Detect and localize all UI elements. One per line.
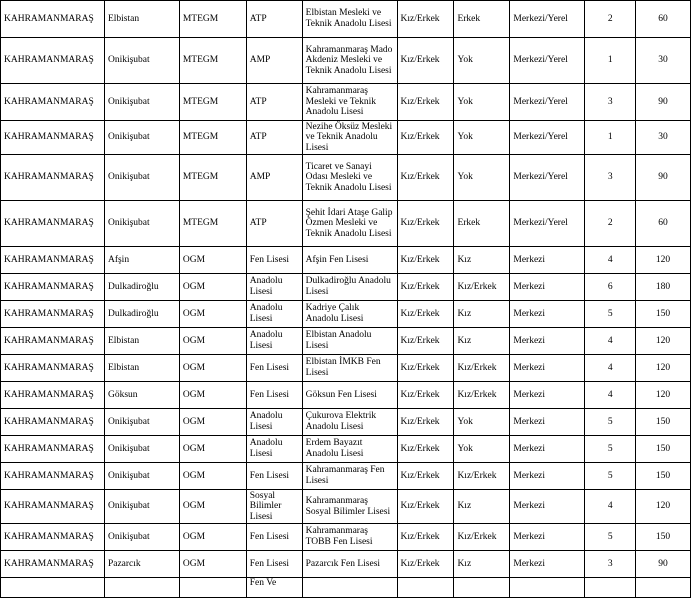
placement-cell: Merkezi — [510, 490, 585, 524]
table-row — [1, 1, 691, 38]
program-cell: Fen Lisesi — [246, 355, 302, 382]
table-row — [1, 201, 691, 247]
district-cell: Pazarcık — [104, 551, 179, 578]
program-cell: ATP — [246, 84, 302, 121]
placement-cell: Merkezi — [510, 409, 585, 436]
district-cell — [104, 578, 179, 598]
table-row — [1, 155, 691, 201]
district-cell: Onikişubat — [104, 155, 179, 201]
directorate-cell: MTEGM — [179, 38, 246, 84]
boarding-cell: Yok — [454, 155, 510, 201]
district-cell: Dulkadiroğlu — [104, 301, 179, 328]
boarding-cell: Kız — [454, 551, 510, 578]
coed-cell — [397, 578, 454, 598]
placement-cell: Merkezi/Yerel — [510, 84, 585, 121]
boarding-cell: Kız/Erkek — [454, 524, 510, 551]
school-name-cell: Kahramanmaraş Mado Akdeniz Mesleki ve Teknik Anadolu Lisesi — [302, 38, 397, 84]
boarding-cell: Yok — [454, 409, 510, 436]
city-cell: KAHRAMANMARAŞ — [1, 155, 105, 201]
city-cell: KAHRAMANMARAŞ — [1, 84, 105, 121]
class-count-cell: 4 — [585, 328, 636, 355]
directorate-cell: MTEGM — [179, 121, 246, 155]
boarding-cell: Kız/Erkek — [454, 382, 510, 409]
quota-cell: 120 — [636, 328, 691, 355]
city-cell: KAHRAMANMARAŞ — [1, 247, 105, 274]
program-cell: Fen Ve — [246, 578, 302, 598]
coed-cell: Kız/Erkek — [397, 84, 454, 121]
school-name-cell: Nezihe Öksüz Mesleki ve Teknik Anadolu Lisesi — [302, 121, 397, 155]
class-count-cell: 3 — [585, 551, 636, 578]
school-name-cell: Pazarcık Fen Lisesi — [302, 551, 397, 578]
district-cell: Onikişubat — [104, 463, 179, 490]
placement-cell: Merkezi — [510, 301, 585, 328]
district-cell: Onikişubat — [104, 524, 179, 551]
class-count-cell: 5 — [585, 409, 636, 436]
city-cell: KAHRAMANMARAŞ — [1, 1, 105, 38]
class-count-cell: 4 — [585, 490, 636, 524]
district-cell: Dulkadiroğlu — [104, 274, 179, 301]
directorate-cell: OGM — [179, 382, 246, 409]
program-cell: AMP — [246, 155, 302, 201]
table-row — [1, 355, 691, 382]
class-count-cell: 1 — [585, 38, 636, 84]
placement-cell: Merkezi/Yerel — [510, 121, 585, 155]
table-row — [1, 490, 691, 524]
placement-cell: Merkezi/Yerel — [510, 38, 585, 84]
placement-cell: Merkezi — [510, 328, 585, 355]
class-count-cell: 5 — [585, 301, 636, 328]
boarding-cell: Kız/Erkek — [454, 463, 510, 490]
directorate-cell: MTEGM — [179, 1, 246, 38]
coed-cell: Kız/Erkek — [397, 121, 454, 155]
program-cell: AMP — [246, 38, 302, 84]
table-row — [1, 328, 691, 355]
class-count-cell: 3 — [585, 84, 636, 121]
class-count-cell: 5 — [585, 463, 636, 490]
school-name-cell: Çukurova Elektrik Anadolu Lisesi — [302, 409, 397, 436]
city-cell: KAHRAMANMARAŞ — [1, 355, 105, 382]
directorate-cell: OGM — [179, 490, 246, 524]
quota-cell: 150 — [636, 409, 691, 436]
boarding-cell: Yok — [454, 436, 510, 463]
directorate-cell: MTEGM — [179, 155, 246, 201]
school-name-cell: Ticaret ve Sanayi Odası Mesleki ve Teknik Anadolu Lisesi — [302, 155, 397, 201]
district-cell: Elbistan — [104, 1, 179, 38]
district-cell: Onikişubat — [104, 38, 179, 84]
coed-cell: Kız/Erkek — [397, 301, 454, 328]
coed-cell: Kız/Erkek — [397, 274, 454, 301]
coed-cell: Kız/Erkek — [397, 463, 454, 490]
district-cell: Onikişubat — [104, 490, 179, 524]
placement-cell: Merkezi/Yerel — [510, 1, 585, 38]
city-cell — [1, 578, 105, 598]
program-cell: Fen Lisesi — [246, 382, 302, 409]
quota-cell: 120 — [636, 382, 691, 409]
quota-cell: 120 — [636, 247, 691, 274]
coed-cell: Kız/Erkek — [397, 355, 454, 382]
class-count-cell: 4 — [585, 382, 636, 409]
table-row — [1, 524, 691, 551]
quota-cell: 150 — [636, 436, 691, 463]
program-cell: Anadolu Lisesi — [246, 436, 302, 463]
district-cell: Onikişubat — [104, 121, 179, 155]
district-cell: Onikişubat — [104, 409, 179, 436]
program-cell: Anadolu Lisesi — [246, 409, 302, 436]
city-cell: KAHRAMANMARAŞ — [1, 328, 105, 355]
directorate-cell: OGM — [179, 355, 246, 382]
district-cell: Elbistan — [104, 328, 179, 355]
program-cell: ATP — [246, 201, 302, 247]
program-cell: Fen Lisesi — [246, 551, 302, 578]
school-name-cell: Kahramanmaraş TOBB Fen Lisesi — [302, 524, 397, 551]
placement-cell: Merkezi/Yerel — [510, 201, 585, 247]
program-cell: ATP — [246, 1, 302, 38]
program-cell: Anadolu Lisesi — [246, 274, 302, 301]
quota-cell: 120 — [636, 490, 691, 524]
school-name-cell: Dulkadiroğlu Anadolu Lisesi — [302, 274, 397, 301]
district-cell: Onikişubat — [104, 84, 179, 121]
city-cell: KAHRAMANMARAŞ — [1, 38, 105, 84]
quota-cell — [636, 578, 691, 598]
placement-cell: Merkezi — [510, 524, 585, 551]
class-count-cell: 5 — [585, 436, 636, 463]
district-cell: Onikişubat — [104, 201, 179, 247]
school-name-cell: Afşin Fen Lisesi — [302, 247, 397, 274]
city-cell: KAHRAMANMARAŞ — [1, 201, 105, 247]
boarding-cell: Yok — [454, 38, 510, 84]
directorate-cell: OGM — [179, 524, 246, 551]
school-name-cell: Kahramanmaraş Fen Lisesi — [302, 463, 397, 490]
quota-cell: 30 — [636, 38, 691, 84]
quota-cell: 150 — [636, 301, 691, 328]
directorate-cell: OGM — [179, 463, 246, 490]
quota-cell: 150 — [636, 463, 691, 490]
table-row — [1, 578, 691, 598]
quota-cell: 150 — [636, 524, 691, 551]
program-cell: Fen Lisesi — [246, 247, 302, 274]
directorate-cell: OGM — [179, 274, 246, 301]
city-cell: KAHRAMANMARAŞ — [1, 409, 105, 436]
city-cell: KAHRAMANMARAŞ — [1, 301, 105, 328]
class-count-cell: 1 — [585, 121, 636, 155]
table-row — [1, 301, 691, 328]
program-cell: Sosyal Bilimler Lisesi — [246, 490, 302, 524]
quota-cell: 90 — [636, 551, 691, 578]
program-cell: ATP — [246, 121, 302, 155]
coed-cell: Kız/Erkek — [397, 382, 454, 409]
placement-cell: Merkezi — [510, 274, 585, 301]
boarding-cell — [454, 578, 510, 598]
placement-cell: Merkezi — [510, 551, 585, 578]
city-cell: KAHRAMANMARAŞ — [1, 382, 105, 409]
school-name-cell: Elbistan İMKB Fen Lisesi — [302, 355, 397, 382]
table-row — [1, 382, 691, 409]
coed-cell: Kız/Erkek — [397, 524, 454, 551]
quota-cell: 120 — [636, 355, 691, 382]
coed-cell: Kız/Erkek — [397, 490, 454, 524]
table-row — [1, 247, 691, 274]
city-cell: KAHRAMANMARAŞ — [1, 463, 105, 490]
city-cell: KAHRAMANMARAŞ — [1, 524, 105, 551]
quota-cell: 90 — [636, 155, 691, 201]
directorate-cell — [179, 578, 246, 598]
table-row — [1, 38, 691, 84]
boarding-cell: Kız — [454, 490, 510, 524]
coed-cell: Kız/Erkek — [397, 155, 454, 201]
program-cell: Fen Lisesi — [246, 463, 302, 490]
placement-cell: Merkezi — [510, 247, 585, 274]
quota-cell: 60 — [636, 1, 691, 38]
quota-cell: 60 — [636, 201, 691, 247]
placement-cell: Merkezi — [510, 355, 585, 382]
school-name-cell: Göksun Fen Lisesi — [302, 382, 397, 409]
directorate-cell: MTEGM — [179, 201, 246, 247]
directorate-cell: OGM — [179, 436, 246, 463]
class-count-cell: 3 — [585, 155, 636, 201]
boarding-cell: Erkek — [454, 1, 510, 38]
placement-cell: Merkezi — [510, 463, 585, 490]
table-row — [1, 121, 691, 155]
school-name-cell: Elbistan Mesleki ve Teknik Anadolu Lisesi — [302, 1, 397, 38]
directorate-cell: OGM — [179, 301, 246, 328]
boarding-cell: Kız/Erkek — [454, 274, 510, 301]
table-row — [1, 84, 691, 121]
class-count-cell: 6 — [585, 274, 636, 301]
boarding-cell: Kız/Erkek — [454, 355, 510, 382]
class-count-cell: 5 — [585, 524, 636, 551]
school-name-cell: Erdem Bayazıt Anadolu Lisesi — [302, 436, 397, 463]
table-row — [1, 463, 691, 490]
city-cell: KAHRAMANMARAŞ — [1, 490, 105, 524]
district-cell: Elbistan — [104, 355, 179, 382]
city-cell: KAHRAMANMARAŞ — [1, 551, 105, 578]
program-cell: Fen Lisesi — [246, 524, 302, 551]
directorate-cell: OGM — [179, 551, 246, 578]
boarding-cell: Kız — [454, 301, 510, 328]
boarding-cell: Erkek — [454, 201, 510, 247]
directorate-cell: OGM — [179, 409, 246, 436]
coed-cell: Kız/Erkek — [397, 551, 454, 578]
quota-cell: 30 — [636, 121, 691, 155]
school-name-cell: Kahramanmaraş Mesleki ve Teknik Anadolu Lisesi — [302, 84, 397, 121]
table-row — [1, 274, 691, 301]
coed-cell: Kız/Erkek — [397, 38, 454, 84]
directorate-cell: MTEGM — [179, 84, 246, 121]
table-row — [1, 436, 691, 463]
table-row — [1, 409, 691, 436]
boarding-cell: Yok — [454, 84, 510, 121]
district-cell: Göksun — [104, 382, 179, 409]
boarding-cell: Yok — [454, 121, 510, 155]
quota-cell: 90 — [636, 84, 691, 121]
coed-cell: Kız/Erkek — [397, 1, 454, 38]
placement-cell — [510, 578, 585, 598]
school-name-cell — [302, 578, 397, 598]
district-cell: Onikişubat — [104, 436, 179, 463]
class-count-cell: 4 — [585, 247, 636, 274]
coed-cell: Kız/Erkek — [397, 436, 454, 463]
class-count-cell: 2 — [585, 201, 636, 247]
quota-cell: 180 — [636, 274, 691, 301]
class-count-cell — [585, 578, 636, 598]
boarding-cell: Kız — [454, 247, 510, 274]
program-cell: Anadolu Lisesi — [246, 328, 302, 355]
table-row — [1, 551, 691, 578]
coed-cell: Kız/Erkek — [397, 409, 454, 436]
placement-cell: Merkezi — [510, 382, 585, 409]
school-name-cell: Elbistan Anadolu Lisesi — [302, 328, 397, 355]
placement-cell: Merkezi/Yerel — [510, 155, 585, 201]
city-cell: KAHRAMANMARAŞ — [1, 274, 105, 301]
school-name-cell: Kadriye Çalık Anadolu Lisesi — [302, 301, 397, 328]
directorate-cell: OGM — [179, 328, 246, 355]
coed-cell: Kız/Erkek — [397, 247, 454, 274]
placement-cell: Merkezi — [510, 436, 585, 463]
class-count-cell: 4 — [585, 355, 636, 382]
boarding-cell: Kız — [454, 328, 510, 355]
city-cell: KAHRAMANMARAŞ — [1, 436, 105, 463]
district-cell: Afşin — [104, 247, 179, 274]
school-name-cell: Şehit İdari Ataşe Galip Özmen Mesleki ve Teknik Anadolu Lisesi — [302, 201, 397, 247]
city-cell: KAHRAMANMARAŞ — [1, 121, 105, 155]
program-cell: Anadolu Lisesi — [246, 301, 302, 328]
school-name-cell: Kahramanmaraş Sosyal Bilimler Lisesi — [302, 490, 397, 524]
directorate-cell: OGM — [179, 247, 246, 274]
class-count-cell: 2 — [585, 1, 636, 38]
coed-cell: Kız/Erkek — [397, 328, 454, 355]
coed-cell: Kız/Erkek — [397, 201, 454, 247]
